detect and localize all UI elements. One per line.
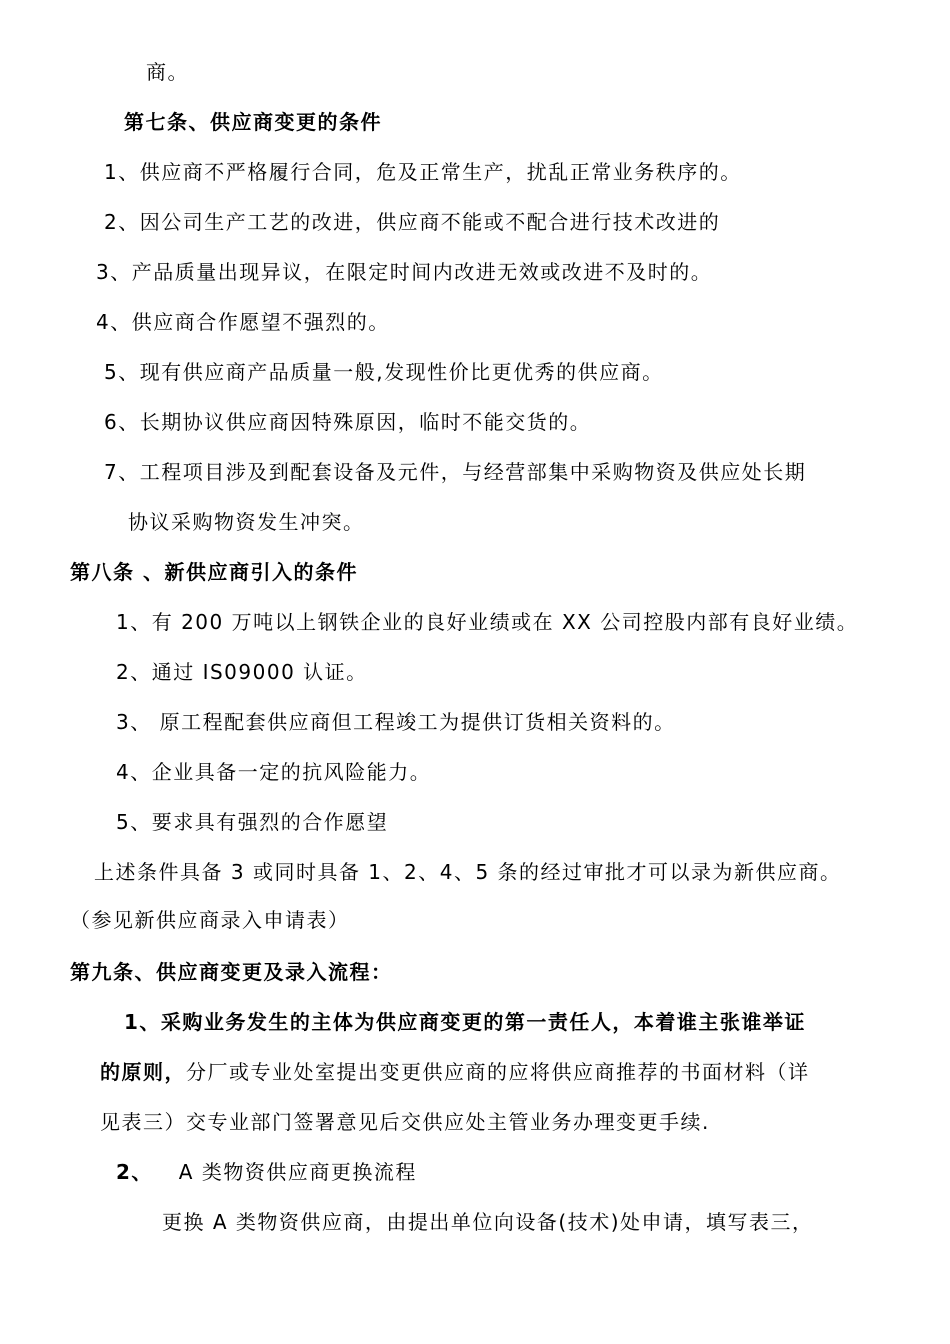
article-9-item-1-end: 见表三）交专业部门签署意见后交供应处主管业务办理变更手续. bbox=[100, 1110, 710, 1134]
article-9-item-2-number: 2、 bbox=[116, 1160, 153, 1184]
article-8-item-5: 5、要求具有强烈的合作愿望 bbox=[116, 810, 389, 834]
article-7-heading: 第七条、供应商变更的条件 bbox=[124, 110, 382, 134]
article-9-item-1-text: 分厂或专业处室提出变更供应商的应将供应商推荐的书面材料（详 bbox=[186, 1060, 810, 1084]
article-8-item-2: 2、通过 IS09000 认证。 bbox=[116, 660, 368, 684]
continuation-line: 商。 bbox=[146, 60, 189, 84]
article-9-item-1-bold-phrase: 的原则， bbox=[100, 1060, 186, 1084]
article-9-item-2-title: A 类物资供应商更换流程 bbox=[170, 1160, 417, 1184]
article-8-item-1: 1、有 200 万吨以上钢铁企业的良好业绩或在 XX 公司控股内部有良好业绩。 bbox=[116, 610, 859, 634]
article-8-item-4: 4、企业具备一定的抗风险能力。 bbox=[116, 760, 432, 784]
article-9-item-1-cont bbox=[100, 1058, 810, 1086]
article-9-item-1: 1、采购业务发生的主体为供应商变更的第一责任人，本着谁主张谁举证 bbox=[124, 1010, 806, 1034]
article-7-item-2: 2、因公司生产工艺的改进，供应商不能或不配合进行技术改进的 bbox=[104, 210, 721, 234]
article-9-heading: 第九条、供应商变更及录入流程： bbox=[70, 960, 393, 984]
article-9-item-2-body: 更换 A 类物资供应商，由提出单位向设备(技术)处申请，填写表三， bbox=[162, 1210, 814, 1234]
article-7-item-1: 1、供应商不严格履行合同，危及正常生产，扰乱正常业务秩序的。 bbox=[104, 160, 742, 184]
article-8-item-3: 3、 原工程配套供应商但工程竣工为提供订货相关资料的。 bbox=[116, 710, 676, 734]
article-7-item-7-cont: 协议采购物资发生冲突。 bbox=[128, 510, 365, 534]
article-7-item-3: 3、产品质量出现异议，在限定时间内改进无效或改进不及时的。 bbox=[96, 260, 713, 284]
article-8-reference: （参见新供应商录入申请表） bbox=[70, 908, 350, 932]
article-9-item-2 bbox=[116, 1158, 417, 1186]
article-7-item-7: 7、工程项目涉及到配套设备及元件，与经营部集中采购物资及供应处长期 bbox=[104, 460, 807, 484]
article-7-item-4: 4、供应商合作愿望不强烈的。 bbox=[96, 310, 390, 334]
article-8-summary: 上述条件具备 3 或同时具备 1、2、4、5 条的经过审批才可以录为新供应商。 bbox=[94, 860, 842, 884]
article-8-heading: 第八条 、新供应商引入的条件 bbox=[70, 560, 358, 584]
article-7-item-6: 6、长期协议供应商因特殊原因，临时不能交货的。 bbox=[104, 410, 592, 434]
article-7-item-5: 5、现有供应商产品质量一般,发现性价比更优秀的供应商。 bbox=[104, 360, 664, 384]
